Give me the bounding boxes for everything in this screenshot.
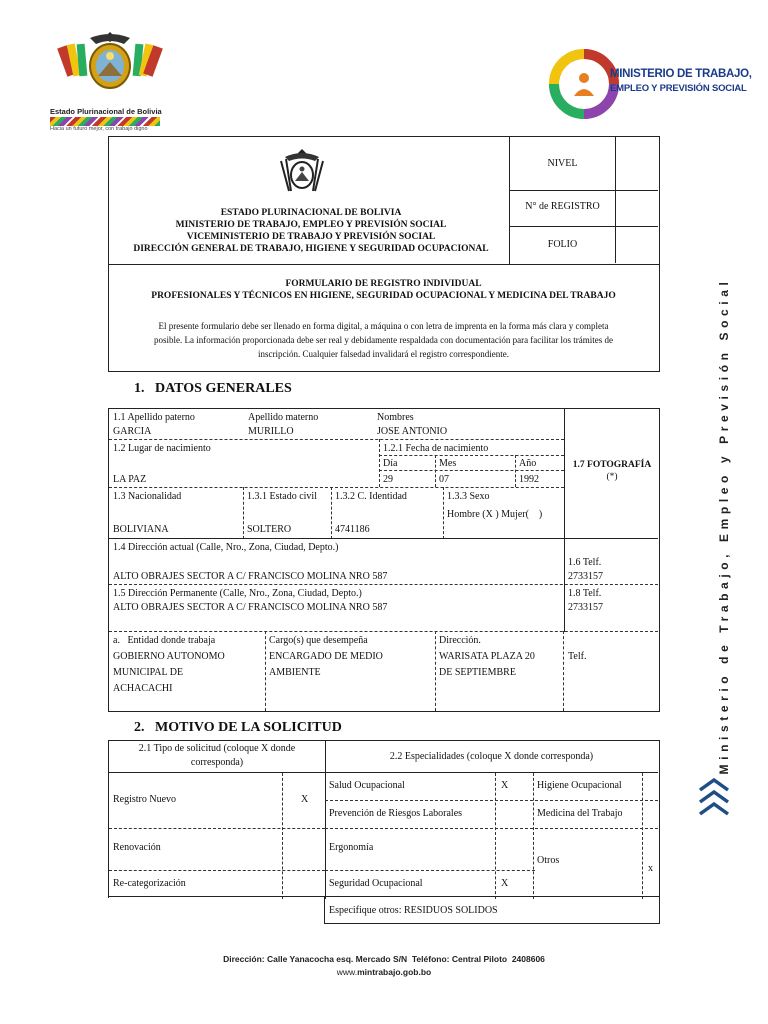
fecha-nacimiento-label: 1.2.1 Fecha de nacimiento [383, 443, 489, 454]
folio-label: FOLIO [510, 227, 616, 263]
cargo-value-2[interactable]: AMBIENTE [269, 667, 321, 678]
direccion-permanente-label: 1.5 Dirección Permanente (Calle, Nro., Zona, Ciudad, Depto.) [113, 588, 362, 599]
tipo-header-line1: 2.1 Tipo de solicitud (coloque X donde [138, 743, 296, 754]
footer-website-prefix: www. [336, 967, 358, 977]
lugar-nacimiento-value[interactable]: LA PAZ [113, 474, 147, 485]
photo-box[interactable] [564, 409, 658, 539]
direccion-actual-label: 1.4 Dirección actual (Calle, Nro., Zona, Ciudad, Depto.) [113, 542, 339, 553]
instructions-line3: inscripción. Cualquier falsedad invalidará el registro correspondiente. [258, 349, 509, 359]
tipo-header-line2: corresponda) [190, 757, 244, 768]
footer-website-domain: mintrabajo.gob.bo [357, 967, 432, 977]
especifique-otros-text: Especifique otros: RESIDUOS SOLIDOS [329, 905, 498, 916]
nombres-label: Nombres [377, 412, 414, 423]
header-line-2: MINISTERIO DE TRABAJO, EMPLEO Y PREVISIÓN SOCIAL [175, 220, 447, 230]
form-title-line1: FORMULARIO DE REGISTRO INDIVIDUAL [285, 279, 482, 289]
vertical-ministry-label: Ministerio de Trabajo, Empleo y Previsión Social [717, 277, 731, 775]
sexo-value[interactable]: Hombre (X ) Mujer( ) [447, 509, 543, 520]
footer-address: Dirección: Calle Yanacocha esq. Mercado S/N Teléfono: Central Piloto 2408606 [223, 954, 545, 964]
section2-heading: 2. MOTIVO DE LA SOLICITUD [134, 720, 342, 735]
entidad-value-2[interactable]: MUNICIPAL DE [113, 667, 184, 678]
entidad-value-3[interactable]: ACHACACHI [113, 683, 173, 694]
cargo-value-1[interactable]: ENCARGADO DE MEDIO [269, 651, 383, 662]
datos-generales-table [108, 408, 660, 712]
photo-label [565, 459, 659, 483]
estado-civil-label: 1.3.1 Estado civil [247, 491, 317, 502]
nombres-value[interactable]: JOSE ANTONIO [377, 426, 448, 437]
nacionalidad-label: 1.3 Nacionalidad [113, 491, 182, 502]
telf2-value[interactable]: 2733157 [568, 602, 603, 613]
telf1-value[interactable]: 2733157 [568, 571, 603, 582]
registro-input[interactable] [616, 191, 658, 227]
registro-label: N° de REGISTRO [510, 191, 616, 227]
apellido-materno-value[interactable]: MURILLO [248, 426, 294, 437]
logo-caption-line2: Hacia un futuro mejor, con trabajo digno [50, 126, 148, 132]
instructions-line1: El presente formulario debe ser llenado en forma digital, a máquina o con letra de imprenta en la forma más clara y completa [158, 321, 609, 331]
lugar-nacimiento-label: 1.2 Lugar de nacimiento [113, 443, 211, 454]
dia-value[interactable]: 29 [383, 474, 393, 485]
coat-of-arms-icon [50, 26, 170, 96]
esp-seguridad-ocupacional-label: Seguridad Ocupacional [329, 878, 423, 889]
esp-salud-ocupacional-label: Salud Ocupacional [329, 780, 405, 791]
tipo-registro-nuevo-label: Registro Nuevo [113, 794, 177, 805]
header-text [109, 207, 513, 255]
title-block [108, 136, 660, 372]
esp-seguridad-ocupacional-mark[interactable]: X [501, 878, 509, 889]
entidad-label: a. Entidad donde trabaja [113, 635, 216, 646]
vertical-ministry-text [712, 277, 736, 775]
entidad-value-1[interactable]: GOBIERNO AUTONOMO [113, 651, 225, 662]
registry-boxes [509, 137, 659, 265]
header-line-4: DIRECCIÓN GENERAL DE TRABAJO, HIGIENE Y SEGURIDAD OCUPACIONAL [133, 244, 489, 254]
chevron-up-icon [696, 776, 732, 820]
bolivia-coat-of-arms-logo [50, 26, 170, 134]
nacionalidad-value[interactable]: BOLIVIANA [113, 524, 169, 535]
motivo-table [108, 740, 660, 898]
direccion-actual-value[interactable]: ALTO OBRAJES SECTOR A C/ FRANCISCO MOLINA NRO 587 [113, 571, 388, 582]
ministry-logo-line1: MINISTERIO DE TRABAJO, [610, 68, 752, 80]
telf1-label: 1.6 Telf. [568, 557, 602, 568]
ministry-logo [548, 46, 752, 124]
tipo-registro-nuevo-mark[interactable]: X [301, 794, 309, 805]
ministry-logo-line2: EMPLEO Y PREVISIÓN SOCIAL [610, 83, 747, 94]
section1-heading: 1. DATOS GENERALES [134, 381, 292, 396]
anio-label: Año [519, 458, 537, 469]
estado-civil-value[interactable]: SOLTERO [247, 524, 292, 535]
nivel-label: NIVEL [510, 137, 616, 191]
anio-value[interactable]: 1992 [519, 474, 539, 485]
header-line-1: ESTADO PLURINACIONAL DE BOLIVIA [220, 208, 402, 218]
direccion-permanente-value[interactable]: ALTO OBRAJES SECTOR A C/ FRANCISCO MOLINA NRO 587 [113, 602, 388, 613]
telf3-label: Telf. [568, 651, 587, 662]
logo-caption-line1: Estado Plurinacional de Bolivia [50, 107, 162, 116]
apellido-paterno-value[interactable]: GARCIA [113, 426, 152, 437]
esp-otros-mark[interactable]: x [648, 863, 653, 874]
photo-label-line1: 1.7 FOTOGRAFÍA [572, 460, 652, 470]
instructions-line2: posible. La información proporcionada debe ser real y debidamente respaldada con documentación para facilitar los trámites de [153, 335, 614, 345]
mes-label: Mes [439, 458, 457, 469]
especifique-otros-box[interactable] [324, 896, 660, 924]
direccion-trabajo-value-1[interactable]: WARISATA PLAZA 20 [439, 651, 535, 662]
esp-higiene-ocupacional-label: Higiene Ocupacional [537, 780, 622, 791]
tipo-header [109, 742, 325, 770]
esp-header: 2.2 Especialidades (coloque X donde corresponda) [389, 751, 594, 762]
header-line-3: VICEMINISTERIO DE TRABAJO Y PREVISIÓN SOCIAL [186, 232, 436, 242]
esp-salud-ocupacional-mark[interactable]: X [501, 780, 509, 791]
direccion-trabajo-value-2[interactable]: DE SEPTIEMBRE [439, 667, 516, 678]
esp-medicina-trabajo-label: Medicina del Trabajo [537, 808, 623, 819]
logo-flag-stripes [50, 117, 160, 126]
tipo-renovacion-label: Renovación [113, 842, 161, 853]
header-divider [109, 264, 513, 265]
nivel-input[interactable] [616, 137, 658, 191]
ci-label: 1.3.2 C. Identidad [335, 491, 407, 502]
tipo-recategorizacion-label: Re-categorización [113, 878, 186, 889]
esp-ergonomia-label: Ergonomía [329, 842, 374, 853]
apellido-paterno-label: 1.1 Apellido paterno [113, 412, 195, 423]
crest-icon [275, 147, 329, 197]
ci-value[interactable]: 4741186 [335, 524, 370, 535]
folio-input[interactable] [616, 227, 658, 263]
instructions [109, 319, 658, 361]
cargo-label: Cargo(s) que desempeña [269, 635, 368, 646]
esp-prevencion-label: Prevención de Riesgos Laborales [329, 808, 463, 819]
form-title-line2: PROFESIONALES Y TÉCNICOS EN HIGIENE, SEGURIDAD OCUPACIONAL Y MEDICINA DEL TRABAJO [151, 291, 616, 301]
telf2-label: 1.8 Telf. [568, 588, 602, 599]
esp-otros-label: Otros [537, 855, 560, 866]
photo-label-line2: (*) [606, 472, 618, 482]
footer-website[interactable] [0, 967, 768, 977]
form-title [109, 278, 658, 302]
apellido-materno-label: Apellido materno [248, 412, 319, 423]
sexo-label: 1.3.3 Sexo [447, 491, 490, 502]
direccion-trabajo-label: Dirección. [439, 635, 481, 646]
dia-label: Día [383, 458, 398, 469]
mes-value[interactable]: 07 [439, 474, 449, 485]
